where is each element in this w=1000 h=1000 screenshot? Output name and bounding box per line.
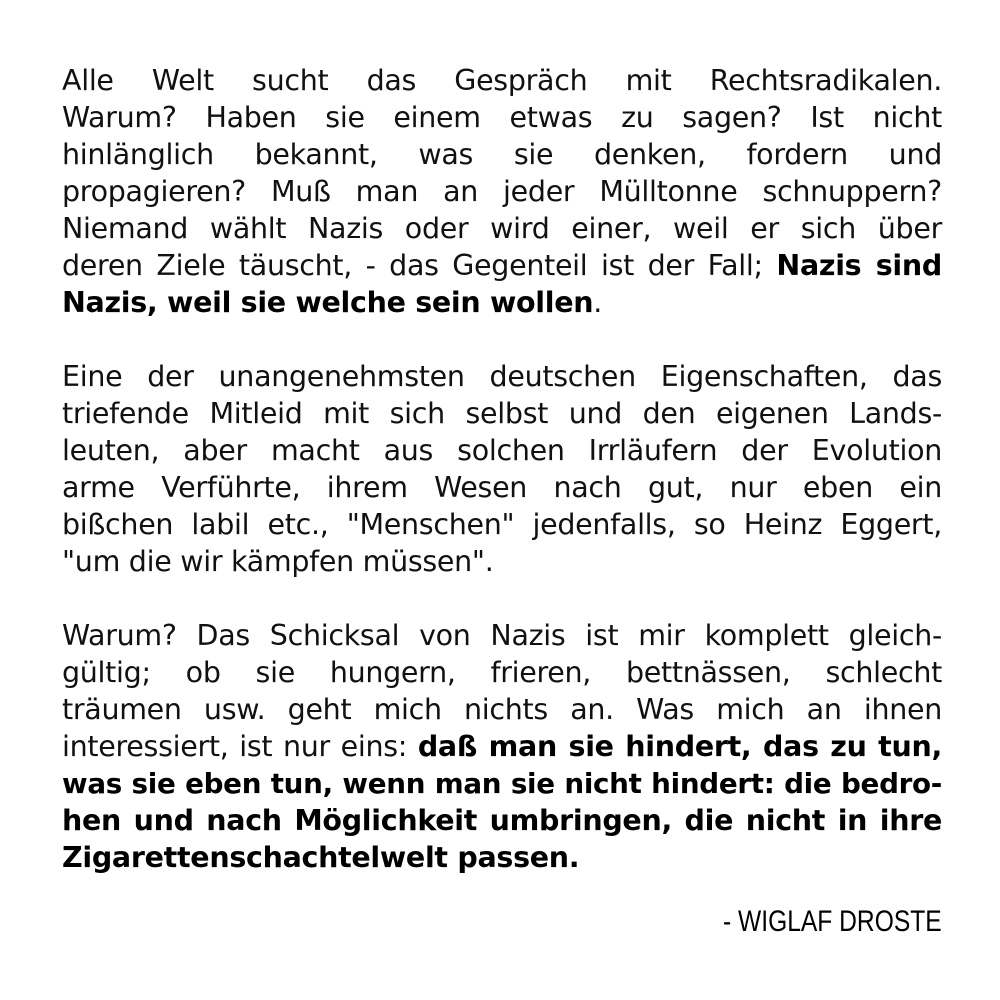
text-line [62, 802, 942, 839]
text-segment: Warum? Haben sie einem etwas zu sagen? Ist nicht [62, 101, 942, 134]
text-line [62, 506, 942, 543]
text-segment: Warum? Das Schicksal von Nazis ist mir komplett gleich- [62, 619, 942, 652]
text-line [62, 210, 942, 247]
bold-text: daß man sie hindert, das zu tun, [417, 730, 942, 763]
bold-text: hen und nach Möglichkeit umbringen, die nicht in ihre [62, 804, 942, 837]
text-segment: interessiert, ist nur eins: [62, 730, 418, 763]
paragraph-2 [62, 358, 942, 580]
paragraph-3 [62, 617, 942, 876]
text-segment: Niemand wählt Nazis oder wird einer, weil er sich über [62, 212, 942, 245]
quote-attribution: - WIGLAF DROSTE [723, 905, 942, 938]
bold-text: Nazis, weil sie welche sein wollen [62, 286, 594, 319]
text-segment: Alle Welt sucht das Gespräch mit Rechtsradikalen. [62, 64, 942, 97]
text-line [62, 395, 942, 432]
paragraph-1 [62, 62, 942, 321]
text-segment: arme Verführte, ihrem Wesen nach gut, nur eben ein [62, 471, 942, 504]
bold-text: was sie eben tun, wenn man sie nicht hindert: die bedro- [62, 767, 942, 800]
text-segment: propagieren? Muß man an jeder Mülltonne schnuppern? [62, 175, 942, 208]
text-line [62, 358, 942, 395]
text-line [62, 432, 942, 469]
bold-text: Nazis sind [776, 249, 942, 282]
text-line [62, 99, 942, 136]
text-line [62, 136, 942, 173]
text-segment: träumen usw. geht mich nichts an. Was mich an ihnen [62, 693, 942, 726]
text-line [62, 284, 942, 321]
text-segment: . [593, 286, 603, 319]
quote-body [62, 62, 942, 876]
text-segment: leuten, aber macht aus solchen Irrläufern der Evolution [62, 434, 942, 467]
text-line [62, 839, 942, 876]
text-line [62, 247, 942, 284]
text-segment: bißchen labil etc., "Menschen" jedenfalls, so Heinz Eggert, [62, 508, 942, 541]
text-line [62, 617, 942, 654]
text-line [62, 469, 942, 506]
text-segment: triefende Mitleid mit sich selbst und den eigenen Lands- [62, 397, 942, 430]
text-segment: hinlänglich bekannt, was sie denken, fordern und [62, 138, 942, 171]
text-line [62, 173, 942, 210]
bold-text: Zigarettenschachtelwelt passen. [62, 841, 580, 874]
text-line [62, 543, 942, 580]
text-line [62, 654, 942, 691]
paragraph-gap [62, 321, 942, 358]
text-line [62, 691, 942, 728]
text-segment: "um die wir kämpfen müssen". [62, 545, 494, 578]
text-line [62, 62, 942, 99]
text-line [62, 728, 942, 765]
text-segment: deren Ziele täuscht, - das Gegenteil ist der Fall; [62, 249, 777, 282]
paragraph-gap [62, 580, 942, 617]
text-line [62, 765, 942, 802]
text-segment: Eine der unangenehmsten deutschen Eigenschaften, das [62, 360, 942, 393]
text-segment: gültig; ob sie hungern, frieren, bettnässen, schlecht [62, 656, 942, 689]
